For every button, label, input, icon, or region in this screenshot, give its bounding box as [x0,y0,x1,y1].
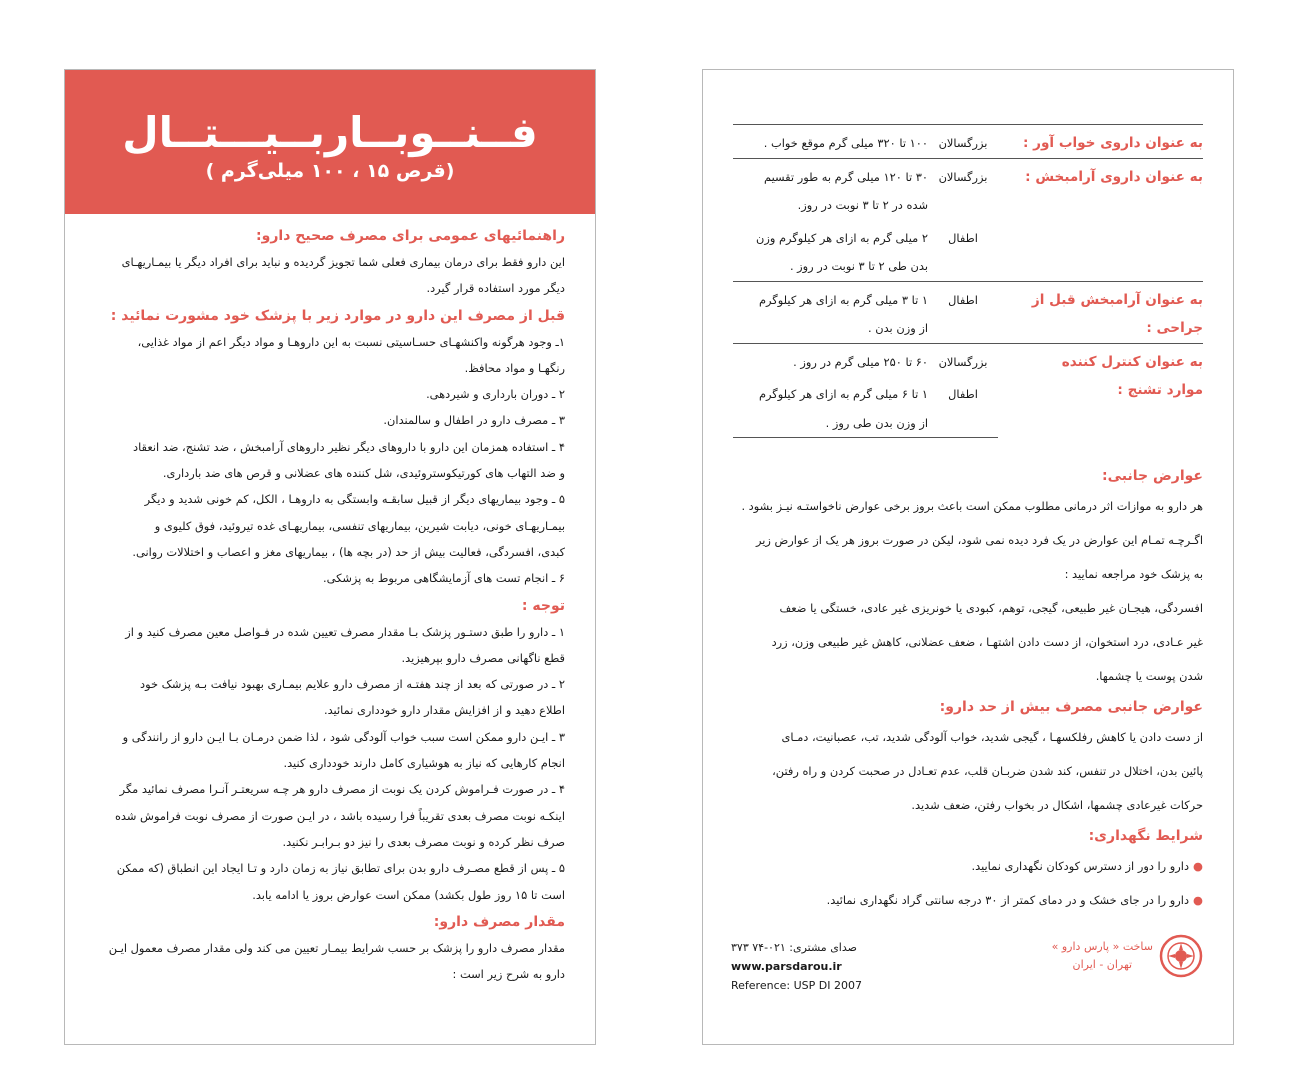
text-line: ۲ ـ دوران بارداری و شیردهی. [426,387,565,402]
dosage-age-group: اطفال [928,376,998,438]
dose-line: از وزن بدن طی روز . [825,415,928,430]
indication-label: به عنوان داروی خواب آور : [1022,135,1203,151]
dose-line: بدن طی ۲ تا ۳ نوبت در روز . [789,259,928,273]
manufacturer-city: تهران - ایران [1072,958,1133,971]
text-line: ۴ ـ در صورت فـراموش کردن یک نوبت از مصرف دارو هر چـه سریعتـر آنـرا مصرف نمائید مگر [119,782,565,797]
dosage-row [733,125,1203,159]
text-line: به پزشک خود مراجعه نمایید : [1064,567,1203,581]
storage-text: دارو را در جای خشک و در دمای کمتر از ۳۰ درجه سانتی گراد نگهداری نمائید. [826,893,1190,907]
side-effects-section [733,464,1203,693]
text-line: بیمـاریهـای خونی، دیابت شیرین، بیماریهای تنفسی، بیماریهـای غده تیروئید، فوق کلیوی و [154,518,565,533]
text-line: کبدی، افسردگی، فعالیت بیش از حد (در بچه ها) ، بیماریهای مغز و اعصاب و اختلالات روانی. [132,544,565,559]
text-line: ۶ ـ انجام تست های آزمایشگاهی مربوط به پزشکی. [322,571,565,586]
text-line: ۳ ـ مصرف دارو در اطفال و سالمندان. [383,413,565,428]
dosage-age-group: اطفال [928,281,998,343]
overdose-section [733,695,1203,822]
text-line: هر دارو به موازات اثر درمانی مطلوب ممکن است باعث بروز برخی عوارض ناخواستـه نیـز بشود . [741,499,1203,513]
dosage-indication [998,158,1203,281]
text-line: ۱ ـ دارو را طبق دستـور پزشک بـا مقدار مصرف تعیین شده در فـواصل معین مصرف کنید و از [125,624,565,639]
section-text [95,935,565,988]
text-line: دیگر مورد استفاده قرار گیرد. [426,281,565,296]
indication-label: موارد تشنج : [1117,381,1203,398]
dosage-age-group: بزرگسالان [928,125,998,159]
storage-item [733,883,1203,917]
section-heading: مقدار مصرف دارو: [433,913,565,930]
text-line: قطع ناگهانی مصرف دارو بپرهیزید. [401,650,565,665]
dosage-indication [998,125,1203,159]
dosage-amount [733,281,928,343]
text-line: صرف نظر کرده و نوبت مصرف بعدی را نیز دو بـرابـر نکنید. [282,834,565,849]
dosage-row [733,343,1203,376]
storage-text: دارو را دور از دسترس کودکان نگهداری نمایید. [971,859,1190,873]
left-content [65,214,595,987]
text-line: است تا ۱۵ روز طول بکشد) ممکن است عوارض بروز یا ادامه یابد. [252,887,565,902]
dosage-age-group: بزرگسالان [928,343,998,376]
dose-line: ۶۰ تا ۲۵۰ میلی گرم در روز . [793,354,928,369]
text-line: شدن پوست یا چشمها. [1095,669,1203,683]
dose-line: ۳۰ تا ۱۲۰ میلی گرم به طور تقسیم [763,169,928,184]
text-line: پائین بدن، اختلال در تنفس، کند شدن ضربـان قلب، عدم تعـادل در صحبت کردن و راه رفتن، [772,764,1203,778]
dose-line: از وزن بدن . [867,321,928,335]
dose-line: ۱ تا ۶ میلی گرم به ازای هر کیلوگرم [758,387,928,401]
manufacturer-name: ساخت « پارس دارو » [1051,940,1153,953]
storage-section [733,824,1203,917]
text-line: افسردگی، هیجـان غیر طبیعی، گیجی، توهم، کبودی یا خونریزی غیر عادی، خستگی یا ضعف [779,601,1203,615]
bullet-icon: ● [1193,893,1203,907]
bullet-icon: ● [1193,859,1203,873]
storage-heading: شرایط نگهداری: [1088,828,1203,844]
text-line: این دارو فقط برای درمان بیماری فعلی شما تجویز گردیده و نباید برای افراد دیگر یا بیمـاریهـای [121,255,565,269]
left-leaflet-panel [64,69,596,1045]
dosage-amount [733,376,928,438]
right-leaflet-panel [702,69,1234,1045]
manufacturer-block [1052,934,1203,978]
phone-label: صدای مشتری: [789,941,857,954]
section-heading: راهنمائیهای عمومی برای مصرف صحیح دارو: [256,228,565,244]
dose-line: ۱۰۰ تا ۳۲۰ میلی گرم موقع خواب . [763,136,928,150]
text-line: ۴ ـ استفاده همزمان این دارو با داروهای دیگر نظیر داروهای آرامبخش ، ضد تشنج، ضد انعقاد [133,439,565,454]
storage-item [733,849,1203,883]
reference-text: Reference: USP DI 2007 [731,979,862,992]
side-effects-heading: عوارض جانبی: [1102,468,1203,484]
indication-label: به عنوان کنترل کننده [1061,353,1203,370]
text-line: و ضد التهاب های کورتیکوستروئیدی، شل کننده های عضلانی و قرص های ضد بارداری. [162,466,565,481]
dose-line: ۲ میلی گرم به ازای هر کیلوگرم وزن [756,230,928,245]
indication-label: به عنوان آرامبخش قبل از جراحی : [1031,291,1203,336]
dosage-row [733,281,1203,343]
text-line: ۲ ـ در صورتی که بعد از چند هفتـه از مصرف دارو علایم بیمـاری بهبود نیافت بـه پزشک خود [140,677,565,692]
section-heading: توجه : [521,597,565,614]
section-text [95,329,565,592]
section-text [95,619,565,908]
dose-line: ۱ تا ۳ میلی گرم به ازای هر کیلوگرم [758,292,928,307]
text-line: ۳ ـ ایـن دارو ممکن است سبب خواب آلودگی شود ، لذا ضمن درمـان بـا ایـن دارو از رانندگی و [122,729,565,744]
dosage-age-group: بزرگسالان [928,158,998,220]
overdose-heading: عوارض جانبی مصرف بیش از حد دارو: [939,699,1203,715]
text-line: ۱ـ وجود هرگونه واکنشهـای حسـاسیتی نسبت به این داروهـا و مواد دیگر اعم از مواد غذایی، [137,334,565,349]
dosage-age-group: اطفال [948,230,978,245]
text-line: رنگهـا و مواد محافظ. [464,360,565,375]
leaflet-footer [731,930,1203,990]
text-line: اطلاع دهید و از افزایش مقدار دارو خودداری نمائید. [323,703,565,718]
drug-subtitle: (قرص ۱۵ ، ۱۰۰ میلی‌گرم ) [205,160,455,183]
phone-number: ۰۲۱-۷۴ ۳۷۳ [731,941,786,954]
text-line: از دست دادن یا کاهش رفلکسهـا ، گیجی شدید، خواب آلودگی شدید، تب، عصبانیت، دمـای [781,730,1203,744]
dosage-row [733,158,1203,220]
text-line: انجام کارهایی که نیاز به هوشیاری کامل دارند خودداری کنید. [283,756,565,771]
text-line: مقدار مصرف دارو را پزشک بر حسب شرایط بیمـار تعیین می کند ولی مقدار مصرف معمول ایـن [108,940,565,955]
dosage-table [733,124,1203,438]
text-line: اگـرچـه تمـام این عوارض در یک فرد دیده نمی شود، لیکن در صورت بروز هر یک از عوارض زیر [755,533,1203,547]
text-line: ۵ ـ وجود بیماریهای دیگر از قبیل سابقـه وابستگی به داروهـا ، الکل، کم خونی شدید و دیگر [144,492,565,507]
dosage-amount [733,220,928,282]
text-line: غیر عـادی، درد استخوان، از دست دادن اشتهـا ، ضعف عضلانی، کاهش غیر طبیعی وزن، زرد [771,635,1203,649]
text-line: اینکـه نوبت مصرف بعدی تقریباً فرا رسیده باشد ، در ایـن صورت از مصرف نوبت فراموش شده [114,808,565,823]
title-banner [65,70,595,214]
drug-title: فــنــوبــاربــیـــتــال [122,107,538,157]
dosage-indication [998,281,1203,343]
pars-darou-logo-icon [1159,934,1203,978]
indication-label: به عنوان داروی آرامبخش : [1025,168,1203,185]
section-text [95,249,565,302]
dose-line: شده در ۲ تا ۳ نوبت در روز. [797,198,928,212]
dosage-amount [733,343,928,376]
dosage-amount [733,125,928,159]
website-link[interactable]: www.parsdarou.ir [731,960,842,973]
text-line: حرکات غیرعادی چشمها، اشکال در بخواب رفتن، ضعف شدید. [911,798,1203,812]
text-line: دارو به شرح زیر است : [452,967,565,982]
contact-block [731,938,862,995]
dosage-amount [733,158,928,220]
section-heading: قبل از مصرف این دارو در موارد زیر با پزشک خود مشورت نمائید : [110,307,565,324]
text-line: ۵ ـ پس از قطع مصـرف دارو بدن برای تطابق نیاز به زمان دارد و تـا ایجاد این انطباق (که ممکن [116,861,565,876]
dosage-indication [998,343,1203,438]
